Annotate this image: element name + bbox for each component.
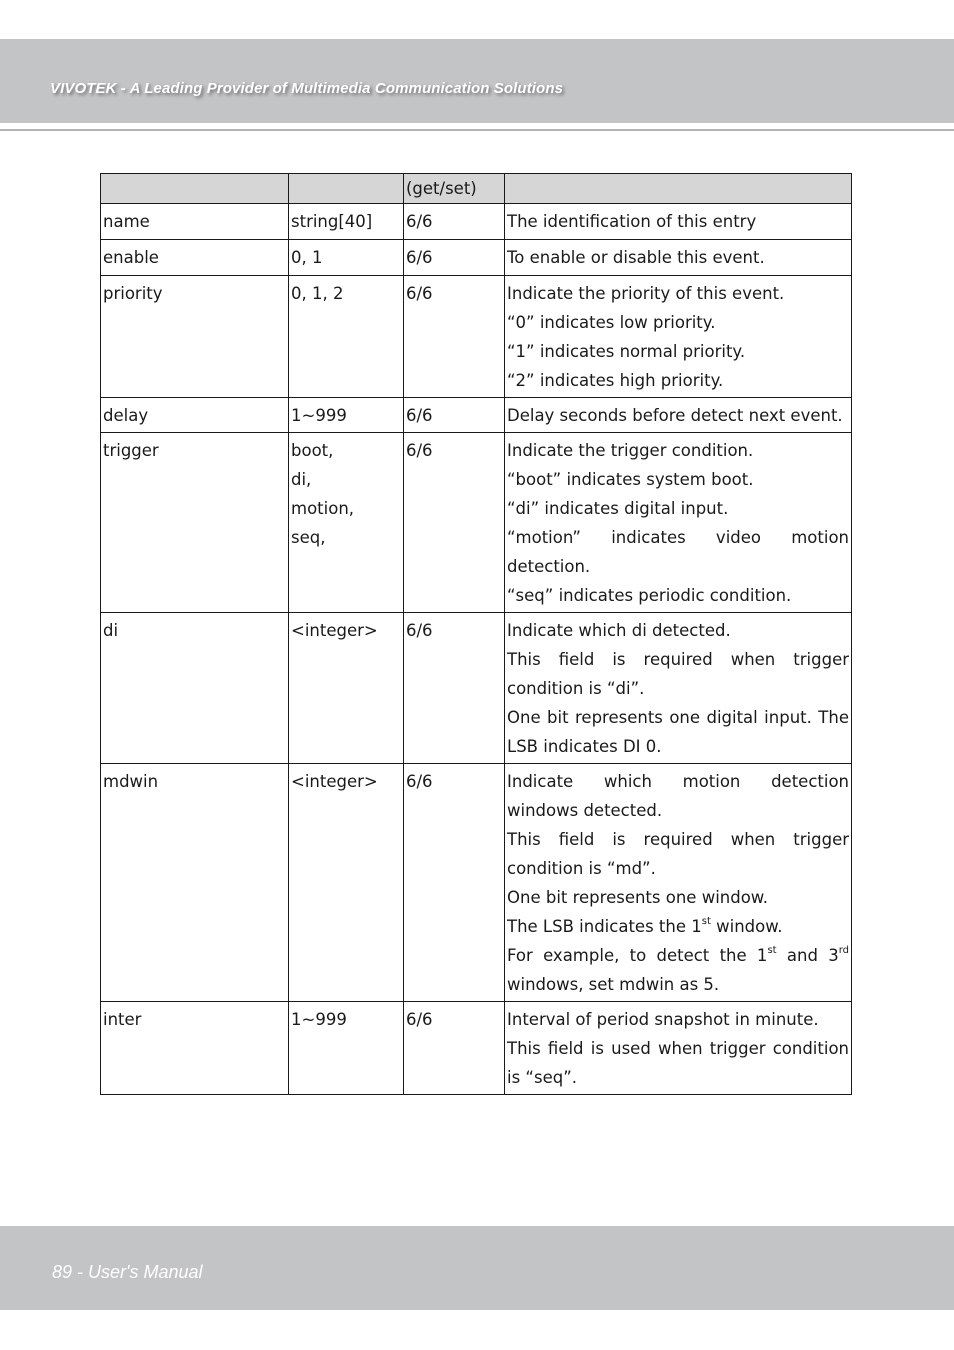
table-row bbox=[101, 1002, 852, 1095]
param-name: delay bbox=[101, 398, 289, 433]
param-description: Indicate which di detected. This field is required when trigger condition is “di”. One bit represents one digital input. The LSB indicates DI 0. bbox=[505, 613, 852, 764]
param-security: 6/6 bbox=[404, 433, 505, 613]
param-value: <integer> bbox=[289, 764, 404, 1002]
param-value: boot, di, motion, seq, bbox=[289, 433, 404, 613]
param-name: inter bbox=[101, 1002, 289, 1095]
param-security: 6/6 bbox=[404, 240, 505, 276]
table-row bbox=[101, 276, 852, 398]
param-value: string[40] bbox=[289, 204, 404, 240]
param-name: enable bbox=[101, 240, 289, 276]
header-cell-value bbox=[289, 174, 404, 204]
param-security: 6/6 bbox=[404, 204, 505, 240]
param-name: priority bbox=[101, 276, 289, 398]
header-rule bbox=[0, 129, 954, 131]
param-security: 6/6 bbox=[404, 764, 505, 1002]
param-name: trigger bbox=[101, 433, 289, 613]
table-row bbox=[101, 764, 852, 1002]
param-description: The identification of this entry bbox=[505, 204, 852, 240]
header-title: VIVOTEK - A Leading Provider of Multimedia Communication Solutions bbox=[50, 80, 564, 97]
param-security: 6/6 bbox=[404, 1002, 505, 1095]
param-value: 0, 1, 2 bbox=[289, 276, 404, 398]
param-name: name bbox=[101, 204, 289, 240]
param-security: 6/6 bbox=[404, 276, 505, 398]
header-cell-security: (get/set) bbox=[404, 174, 505, 204]
parameter-table bbox=[100, 173, 852, 1095]
table-row bbox=[101, 398, 852, 433]
param-description: To enable or disable this event. bbox=[505, 240, 852, 276]
table-header-row bbox=[101, 174, 852, 204]
param-description: Interval of period snapshot in minute. This field is used when trigger condition is “seq”. bbox=[505, 1002, 852, 1095]
table-row bbox=[101, 613, 852, 764]
page-number: 89 - User's Manual bbox=[52, 1262, 203, 1282]
param-value: 1~999 bbox=[289, 398, 404, 433]
param-description: Delay seconds before detect next event. bbox=[505, 398, 852, 433]
param-value: <integer> bbox=[289, 613, 404, 764]
param-value: 1~999 bbox=[289, 1002, 404, 1095]
param-security: 6/6 bbox=[404, 613, 505, 764]
table-row bbox=[101, 240, 852, 276]
param-name: di bbox=[101, 613, 289, 764]
param-value: 0, 1 bbox=[289, 240, 404, 276]
table-row bbox=[101, 204, 852, 240]
param-security: 6/6 bbox=[404, 398, 505, 433]
table-row bbox=[101, 433, 852, 613]
param-description: Indicate the priority of this event. “0” indicates low priority. “1” indicates normal priority. “2” indicates high priority. bbox=[505, 276, 852, 398]
param-name: mdwin bbox=[101, 764, 289, 1002]
param-description: Indicate which motion detection windows detected. This field is required when trigger condition is “md”. One bit represents one window. The LSB indicates the 1st window. For example, to detect the 1st and 3rd windows, set mdwin as 5. bbox=[505, 764, 852, 1002]
header-cell-description bbox=[505, 174, 852, 204]
header-cell-name bbox=[101, 174, 289, 204]
param-description: Indicate the trigger condition. “boot” indicates system boot. “di” indicates digital input. “motion” indicates video motion detection. “seq” indicates periodic condition. bbox=[505, 433, 852, 613]
